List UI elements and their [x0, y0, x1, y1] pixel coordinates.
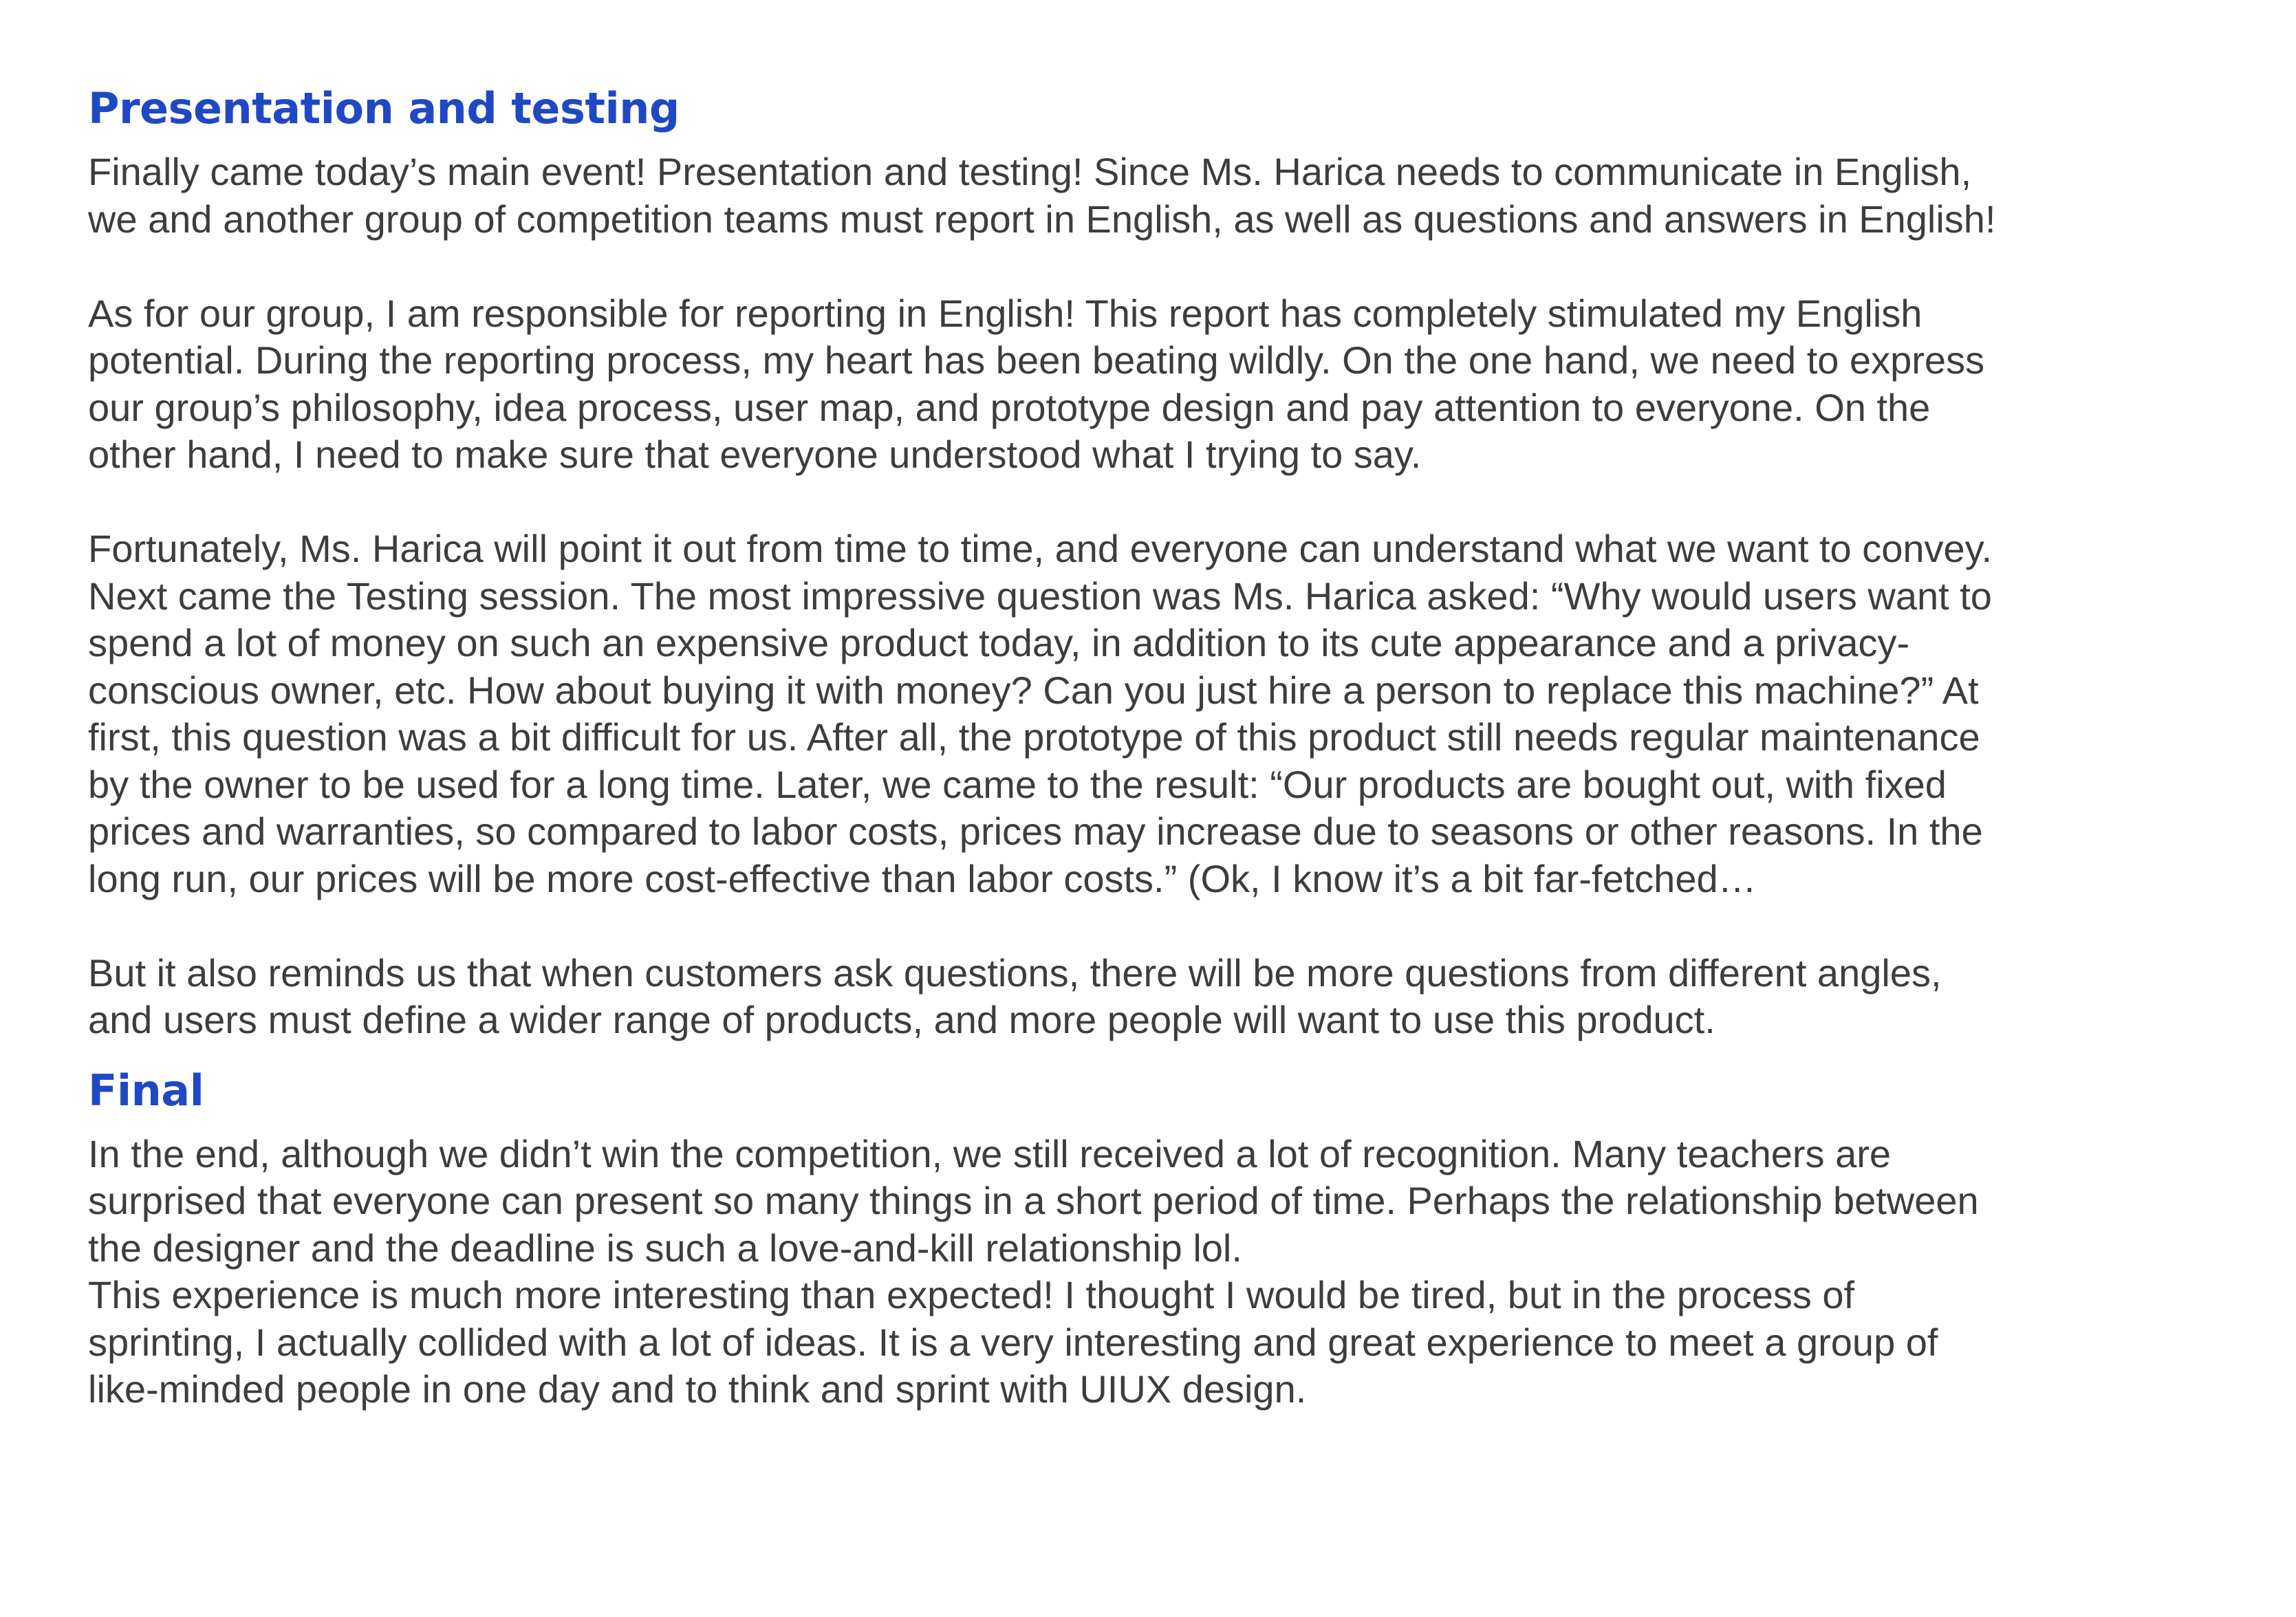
- text-line: Next came the Testing session. The most impressive question was Ms. Harica asked: “Why would users want to: [88, 574, 1992, 618]
- text-line: conscious owner, etc. How about buying it with money? Can you just hire a person to replace this machine?” At: [88, 668, 1979, 712]
- text-line: But it also reminds us that when customers ask questions, there will be more questions from different angles,: [88, 951, 1942, 995]
- text-line: and users must define a wider range of products, and more people will want to use this product.: [88, 998, 1715, 1041]
- text-line: Fortunately, Ms. Harica will point it out from time to time, and everyone can understand what we want to convey.: [88, 527, 1993, 570]
- paragraph-testing-session: [88, 525, 2289, 902]
- text-line: by the owner to be used for a long time. Later, we came to the result: “Our products are bought out, with fixed: [88, 762, 1947, 806]
- paragraph-reporting: [88, 290, 2289, 479]
- text-line: surprised that everyone can present so many things in a short period of time. Perhaps the relationship between: [88, 1179, 1979, 1222]
- text-line: This experience is much more interesting than expected! I thought I would be tired, but in the process of: [88, 1273, 1855, 1316]
- document-page: [88, 81, 2289, 1413]
- text-line: As for our group, I am responsible for reporting in English! This report has completely stimulated my English: [88, 291, 1923, 335]
- text-line: the designer and the deadline is such a love-and-kill relationship lol.: [88, 1226, 1242, 1270]
- section-heading-presentation: Presentation and testing: [88, 83, 680, 133]
- text-line: In the end, although we didn’t win the competition, we still received a lot of recognition. Many teachers are: [88, 1131, 1892, 1175]
- text-line: first, this question was a bit difficult for us. After all, the prototype of this product still needs regular maintenance: [88, 715, 1980, 759]
- text-line: like-minded people in one day and to think and sprint with UIUX design.: [88, 1367, 1307, 1411]
- text-line: we and another group of competition teams must report in English, as well as questions and answers in English!: [88, 197, 1996, 241]
- paragraph-final: [88, 1131, 2289, 1413]
- text-line: prices and warranties, so compared to labor costs, prices may increase due to seasons or other reasons. In the: [88, 810, 1983, 853]
- text-line: Finally came today’s main event! Presentation and testing! Since Ms. Harica needs to communicate in English,: [88, 150, 1972, 193]
- paragraph-reminder: [88, 950, 2289, 1044]
- paragraph-main-event: [88, 149, 2289, 243]
- text-line: sprinting, I actually collided with a lot of ideas. It is a very interesting and great experience to meet a group of: [88, 1320, 1938, 1364]
- text-line: our group’s philosophy, idea process, user map, and prototype design and pay attention to everyone. On the: [88, 385, 1931, 429]
- text-line: potential. During the reporting process, my heart has been beating wildly. On the one hand, we need to express: [88, 338, 1985, 382]
- text-line: spend a lot of money on such an expensive product today, in addition to its cute appearance and a privacy-: [88, 621, 1910, 664]
- text-line: other hand, I need to make sure that everyone understood what I trying to say.: [88, 433, 1422, 476]
- section-heading-final: Final: [88, 1065, 204, 1116]
- text-line: long run, our prices will be more cost-effective than labor costs.” (Ok, I know it’s a bit far-fetched…: [88, 856, 1757, 900]
